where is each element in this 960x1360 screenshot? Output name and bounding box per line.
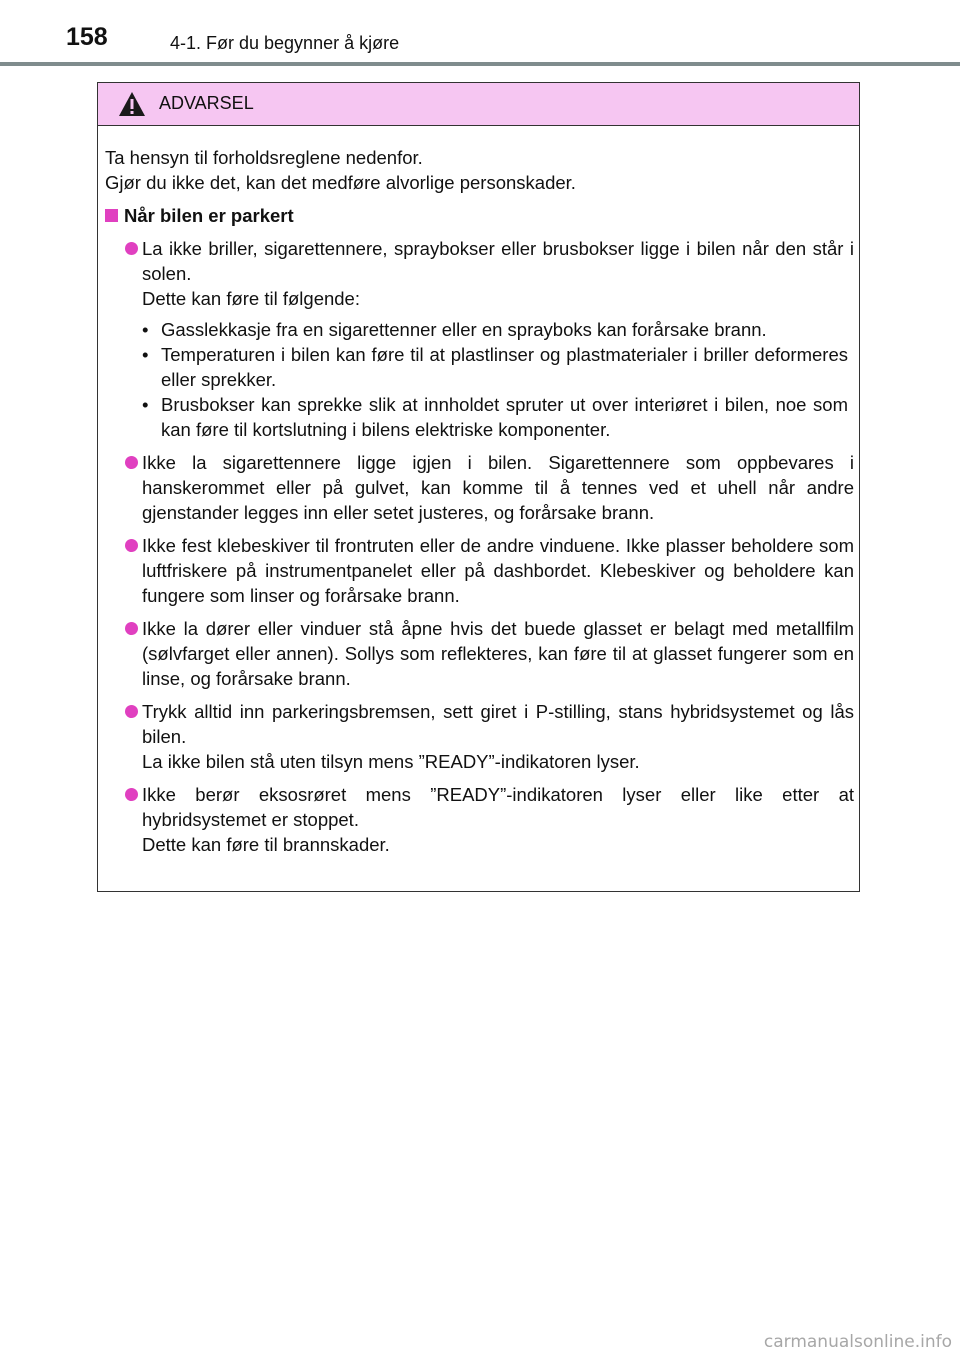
circle-bullet-icon bbox=[125, 622, 138, 635]
subheading bbox=[105, 203, 854, 228]
page-number: 158 bbox=[66, 23, 108, 51]
sub-list bbox=[142, 317, 854, 442]
item-text: Ikke fest klebeskiver til frontruten eller de andre vinduene. Ikke plasser beholdere som luftfriskere på instrumentpanelet eller på dashbordet. Klebeskiver og beholdere kan fungere som linser og forårsake brann. bbox=[142, 535, 854, 606]
list-item bbox=[105, 533, 854, 608]
circle-bullet-icon bbox=[125, 788, 138, 801]
header-rule bbox=[0, 62, 960, 66]
circle-bullet-icon bbox=[125, 242, 138, 255]
intro-line: Ta hensyn til forholdsreglene nedenfor. bbox=[105, 147, 423, 168]
warning-triangle-icon bbox=[118, 91, 146, 117]
circle-bullet-icon bbox=[125, 705, 138, 718]
item-text: Ikke la sigarettennere ligge igjen i bilen. Sigarettennere som oppbevares i hanskerommet eller på gulvet, kan komme til å tennes ved et uhell når andre gjenstander legges inn eller setet justeres, og forårsake brann. bbox=[142, 452, 854, 523]
sub-item-text: Gasslekkasje fra en sigarettenner eller en sprayboks kan forårsake brann. bbox=[161, 319, 767, 340]
dot-bullet-icon: • bbox=[142, 319, 149, 340]
dot-bullet-icon: • bbox=[142, 394, 149, 415]
list-item bbox=[105, 782, 854, 857]
item-text: Ikke berør eksosrøret mens ”READY”-indikatoren lyser eller like etter at hybridsystemet er stoppet. bbox=[142, 784, 854, 830]
subheading-text: Når bilen er parkert bbox=[124, 205, 294, 226]
warning-label: ADVARSEL bbox=[159, 93, 254, 113]
section-title: 4-1. Før du begynner å kjøre bbox=[170, 33, 400, 53]
sub-item-text: Brusbokser kan sprekke slik at innholdet spruter ut over interiøret i bilen, noe som kan føre til kortslutning i bilens elektriske komponenter. bbox=[161, 394, 848, 440]
sub-list-item bbox=[142, 317, 854, 342]
sub-list-item bbox=[142, 392, 854, 442]
list-item bbox=[105, 699, 854, 774]
item-text: Ikke la dører eller vinduer stå åpne hvis det buede glasset er belagt med metallfilm (sølvfarget eller annen). Sollys som reflekteres, kan føre til at glasset fungerer som en linse, og forårsake brann. bbox=[142, 618, 854, 689]
watermark: carmanualsonline.info bbox=[763, 1332, 952, 1352]
warning-header bbox=[98, 83, 859, 126]
sub-list-item bbox=[142, 342, 854, 392]
dot-bullet-icon: • bbox=[142, 344, 149, 365]
item-text: La ikke bilen stå uten tilsyn mens ”READY”-indikatoren lyser. bbox=[142, 751, 640, 772]
page-header bbox=[0, 0, 960, 72]
square-bullet-icon bbox=[105, 209, 118, 222]
circle-bullet-icon bbox=[125, 539, 138, 552]
item-text: Trykk alltid inn parkeringsbremsen, sett giret i P-stilling, stans hybridsystemet og lås bilen. bbox=[142, 701, 854, 747]
list-item bbox=[105, 236, 854, 442]
intro-line: Gjør du ikke det, kan det medføre alvorlige personskader. bbox=[105, 172, 576, 193]
warning-intro bbox=[105, 145, 854, 195]
item-text: Dette kan føre til følgende: bbox=[142, 288, 360, 309]
circle-bullet-icon bbox=[125, 456, 138, 469]
warning-box bbox=[97, 82, 860, 892]
item-text: La ikke briller, sigarettennere, spraybokser eller brusbokser ligge i bilen når den står i solen. bbox=[142, 238, 854, 284]
list-item bbox=[105, 450, 854, 525]
sub-item-text: Temperaturen i bilen kan føre til at plastlinser og plastmaterialer i briller deformeres eller sprekker. bbox=[161, 344, 848, 390]
item-text: Dette kan føre til brannskader. bbox=[142, 834, 390, 855]
list-item bbox=[105, 616, 854, 691]
warning-body bbox=[105, 145, 854, 857]
